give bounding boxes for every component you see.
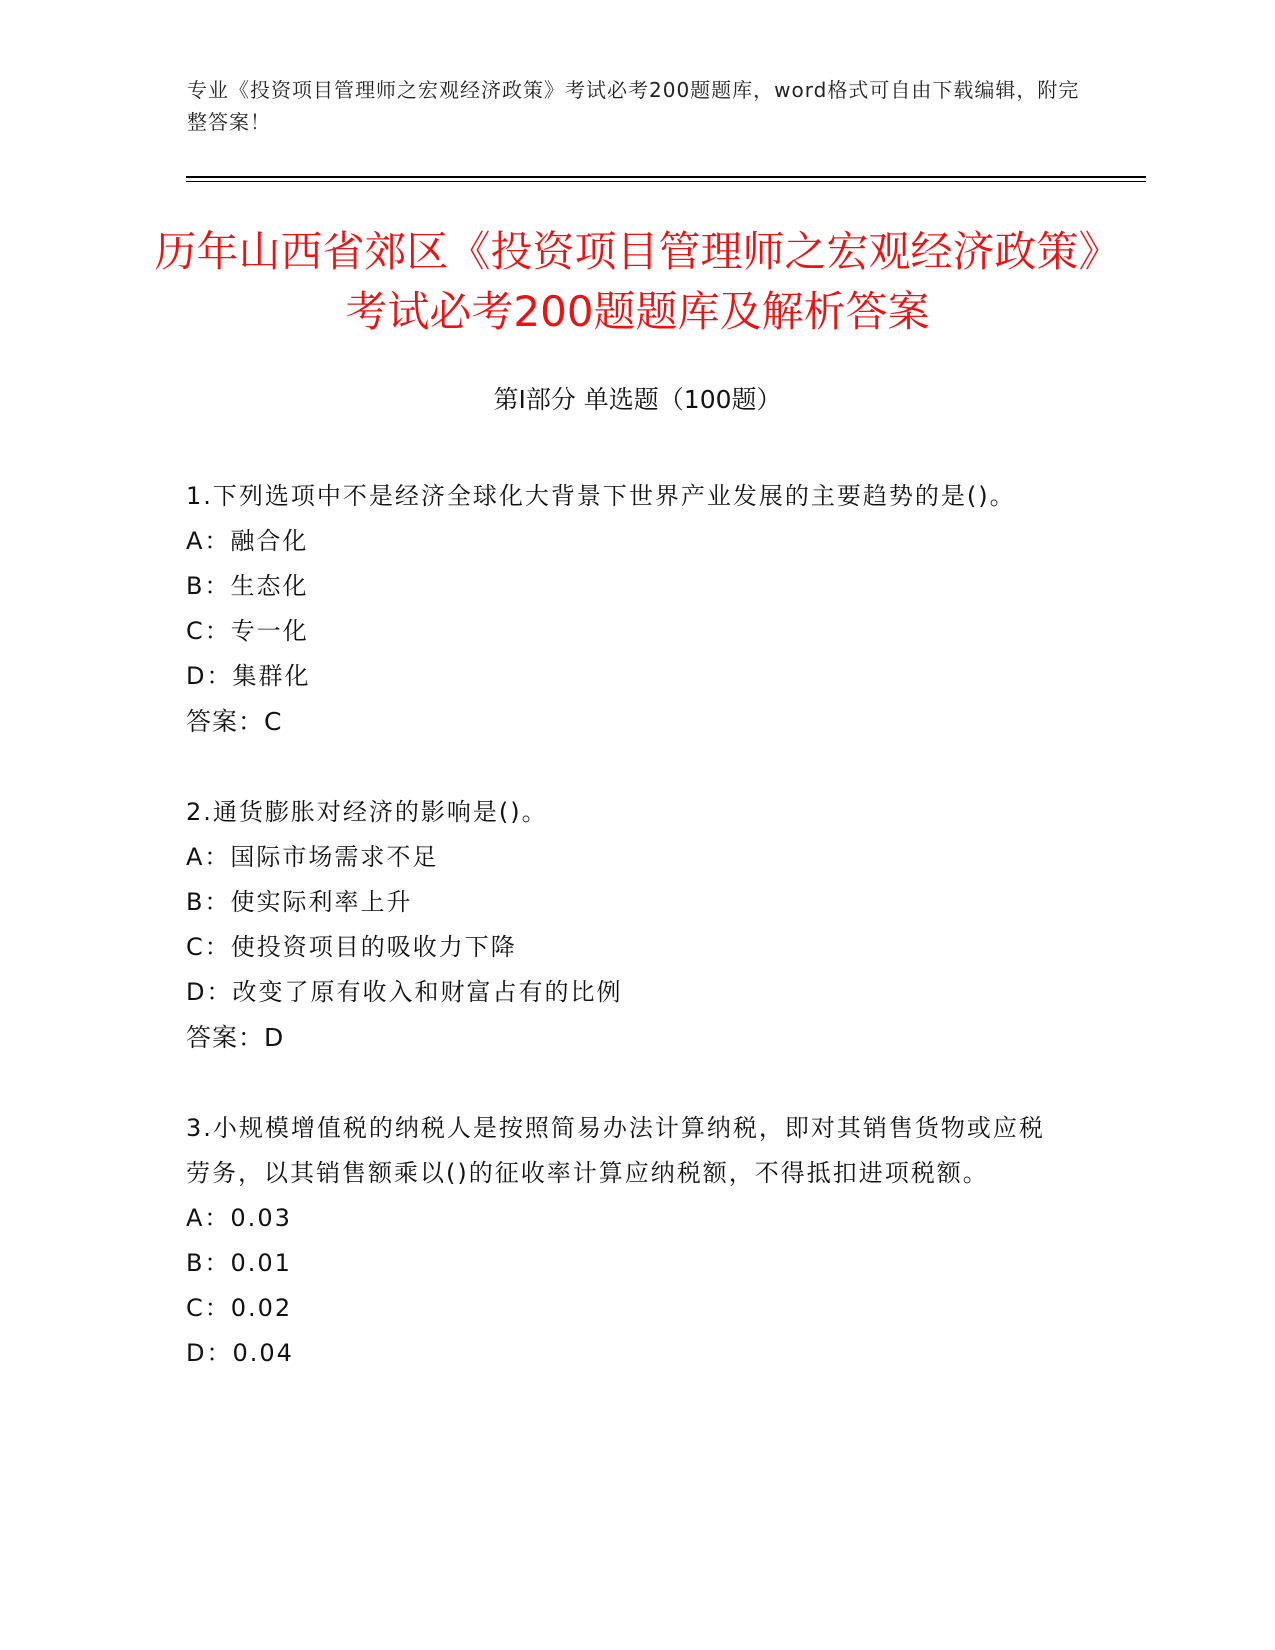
option-a: A：融合化: [186, 527, 309, 555]
question-2: [186, 790, 1066, 1060]
section-title: 第I部分 单选题（100题）: [493, 385, 782, 414]
question-text: 3.小规模增值税的纳税人是按照简易办法计算纳税，即对其销售货物或应税劳务，以其销售额乘以()的征收率计算应纳税额，不得抵扣进项税额。: [186, 1114, 1045, 1187]
question-list: [186, 474, 1066, 1422]
header-rule-thick: [186, 176, 1146, 178]
document-title: 历年山西省郊区《投资项目管理师之宏观经济政策》考试必考200题题库及解析答案: [154, 227, 1121, 336]
question-text: 1.下列选项中不是经济全球化大背景下世界产业发展的主要趋势的是()。: [186, 482, 1016, 510]
question-1: [186, 474, 1066, 744]
option-d: D：集群化: [186, 662, 311, 690]
option-d: D：改变了原有收入和财富占有的比例: [186, 978, 623, 1006]
answer: 答案：C: [186, 707, 283, 736]
option-c: C：专一化: [186, 617, 309, 645]
option-b: B：使实际利率上升: [186, 888, 413, 916]
option-b: B：0.01: [186, 1249, 292, 1277]
option-d: D：0.04: [186, 1339, 294, 1367]
option-c: C：0.02: [186, 1294, 293, 1322]
question-text: 2.通货膨胀对经济的影响是()。: [186, 798, 548, 826]
option-a: A：国际市场需求不足: [186, 843, 439, 871]
page-header: 专业《投资项目管理师之宏观经济政策》考试必考200题题库，word格式可自由下载编辑，附完整答案！: [187, 78, 1080, 134]
header-rule-thin: [186, 181, 1146, 182]
question-3: [186, 1106, 1066, 1376]
option-a: A：0.03: [186, 1204, 292, 1232]
option-c: C：使投资项目的吸收力下降: [186, 933, 517, 961]
option-b: B：生态化: [186, 572, 309, 600]
answer: 答案：D: [186, 1023, 285, 1052]
